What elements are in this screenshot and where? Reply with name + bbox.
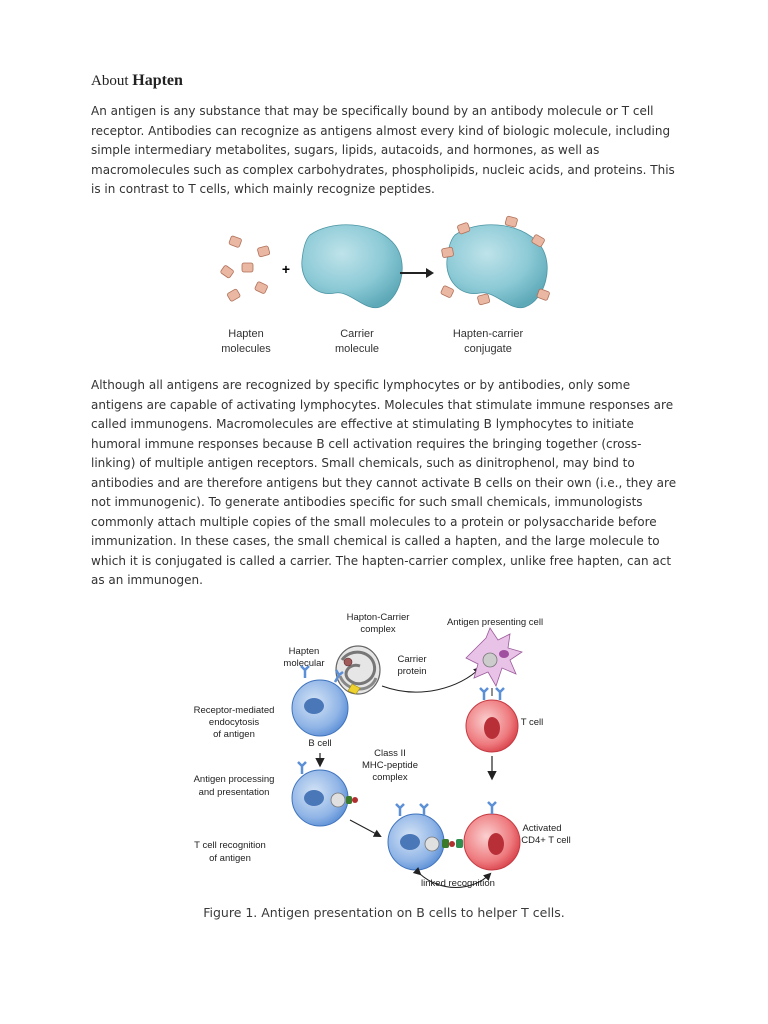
- hapten-molecule: [505, 216, 518, 228]
- label-carrier-line1: Carrier: [340, 328, 374, 340]
- hapten-carrier-figure: [200, 215, 570, 365]
- label-rme-line1: Receptor-mediated: [193, 705, 275, 716]
- label-apc: Antigen presenting cell: [446, 617, 544, 628]
- page-heading: [91, 72, 183, 90]
- label-processing-line2: and presentation: [198, 787, 270, 798]
- conjugate-carrier-shape: [447, 225, 547, 308]
- antigen-presentation-figure: [180, 608, 590, 898]
- label-activated-line2: CD4+ T cell: [521, 835, 571, 846]
- hapten-carrier-complex: [336, 646, 380, 694]
- label-complex-line2: complex: [360, 624, 396, 635]
- hapten-molecule: [227, 289, 241, 302]
- label-rme-line3: of antigen: [213, 729, 255, 740]
- label-hapten-line1: Hapten: [288, 646, 320, 657]
- label-conjugate-line2: conjugate: [464, 343, 512, 355]
- label-bcell: B cell: [308, 738, 332, 749]
- hapten-molecules-group: [220, 236, 270, 302]
- arrow-b-to-bottom: [350, 820, 380, 836]
- label-tcr-line1: T cell recognition: [194, 840, 266, 851]
- label-processing-line1: Antigen processing: [193, 774, 275, 785]
- label-hapten-line2: molecular: [283, 658, 325, 669]
- activated-t-cell: [464, 802, 520, 870]
- reaction-arrow: [400, 268, 434, 278]
- hapten-dot: [344, 658, 352, 666]
- hapten-molecule: [242, 263, 253, 272]
- figure-caption: Figure 1. Antigen presentation on B cells to helper T cells.: [203, 905, 565, 920]
- heading-prefix: About: [91, 73, 129, 89]
- hapten-molecule: [254, 281, 268, 294]
- label-linked-recognition: linked recognition: [421, 878, 495, 889]
- label-carrier-line2: molecule: [334, 343, 380, 355]
- hapten-molecule: [229, 236, 242, 248]
- antigen-paragraph: Although all antigens are recognized by specific lymphocytes or by antibodies, only some antigens are capable of activating lymphocytes. Molecules that stimulate immune responses are called immunogens. Macromolecules are effective at stimulating B lymphocytes to initiate humoral immune responses because B cell activation requires the bringing together (cross-linking) of multiple antigen receptors. Small chemicals, such as dinitrophenol, may bind to antibodies and are therefore antigens but they cannot activate B cells on their own (i.e., they are not immunogenic). To generate antibodies specific for such small chemicals, immunologists commonly attach multiple copies of the small molecules to a protein or polysaccharide before immunization. In these cases, the small chemical is called a hapten, and the large molecule to which it is conjugated is called a carrier. The hapten-carrier complex, unlike free hapten, can act as an immunogen.: [91, 378, 677, 587]
- hapten-molecule: [440, 285, 454, 298]
- hapten-molecule: [537, 289, 550, 301]
- b-cell-middle: [292, 762, 358, 826]
- label-tcell: T cell: [520, 717, 544, 728]
- hapten-molecule: [477, 294, 490, 306]
- label-hapten-line2: molecules: [221, 343, 271, 355]
- t-cell-top: [466, 688, 518, 752]
- plus-sign: +: [281, 261, 291, 277]
- label-carrier-line2: protein: [397, 666, 427, 677]
- label-hapten-line1: Hapten: [228, 328, 264, 340]
- label-mhc-line1: Class II: [374, 748, 406, 759]
- label-complex-line1: Hapton-Carrier: [346, 612, 410, 623]
- hapten-molecule: [220, 265, 234, 279]
- label-mhc-line3: complex: [372, 772, 408, 783]
- hapten-molecule: [257, 246, 270, 258]
- label-activated-line1: Activated: [522, 823, 562, 834]
- label-tcr-line2: of antigen: [209, 853, 251, 864]
- antigen-presenting-cell: [466, 628, 522, 686]
- label-rme-line2: endocytosis: [208, 717, 260, 728]
- label-mhc-line2: MHC-peptide: [362, 760, 418, 771]
- intro-paragraph: An antigen is any substance that may be specifically bound by an antibody molecule or T cell receptor. Antibodies can recognize as antigens almost every kind of biologic molecule, including simple intermediary metabolites, sugars, lipids, autacoids, and hormones, as well as macromolecules such as complex carbohydrates, phospholipids, nucleic acids, and proteins. This is in contrast to T cells, which mainly recognize peptides.: [91, 104, 675, 196]
- mhc-tcr-link: [442, 839, 463, 848]
- carrier-molecule-shape: [302, 225, 402, 308]
- b-cell-bottom: [388, 804, 444, 870]
- label-conjugate-line1: Hapten-carrier: [452, 328, 524, 340]
- heading-title: Hapten: [132, 72, 183, 89]
- hapten-molecule: [441, 247, 453, 258]
- label-carrier-line1: Carrier: [397, 654, 427, 665]
